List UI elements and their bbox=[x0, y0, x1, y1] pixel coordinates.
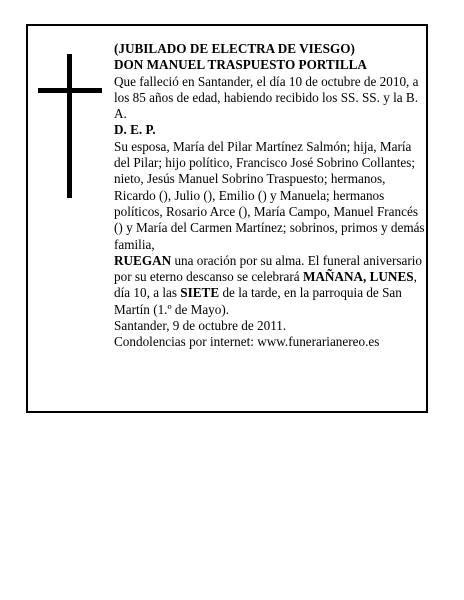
death-notice: Que falleció en Santander, el día 10 de octubre de 2010, a los 85 años de edad, habiendo recibido los SS. SS. y la B. A. bbox=[114, 73, 419, 122]
funeral-request bbox=[114, 253, 426, 318]
obituary-notice bbox=[26, 24, 428, 413]
deceased-name: DON MANUEL TRASPUESTO PORTILLA bbox=[114, 57, 367, 73]
manana-lunes-label: MAÑANA, LUNES bbox=[302, 269, 414, 285]
employer-line: (JUBILADO DE ELECTRA DE VIESGO) bbox=[114, 41, 355, 56]
cross-vertical-bar bbox=[67, 54, 72, 198]
condolences-line: Condolencias por internet: www.funerarianereo.es bbox=[114, 334, 380, 350]
obituary-text bbox=[114, 41, 426, 351]
ruegan-label: RUEGAN bbox=[114, 252, 172, 268]
request-text-2: , día 10, a las bbox=[114, 269, 417, 301]
request-text-1: una oración por su alma. El funeral aniversario por su eterno descanso se celebrará bbox=[114, 252, 422, 285]
place-date: Santander, 9 de octubre de 2011. bbox=[114, 318, 287, 334]
cross-icon bbox=[38, 54, 102, 198]
cross-horizontal-bar bbox=[38, 88, 102, 93]
family-list: Su esposa, María del Pilar Martínez Salmón; hija, María del Pilar; hijo político, Francisco José Sobrino Collantes; nieto, Jesús Manuel Sobrino Traspuesto; hermanos, Ricardo (), Julio (), Emilio () y Manuela; hermanos políticos, Rosario Arce (), María Campo, Manuel Francés () y María del Carmen Martínez; sobrinos, primos y demás familia, bbox=[114, 138, 425, 252]
siete-label: SIETE bbox=[180, 285, 220, 301]
request-text-3: de la tarde, en la parroquia de San Martín (1.º de Mayo). bbox=[114, 285, 402, 317]
dep-line: D. E. P. bbox=[114, 122, 156, 138]
